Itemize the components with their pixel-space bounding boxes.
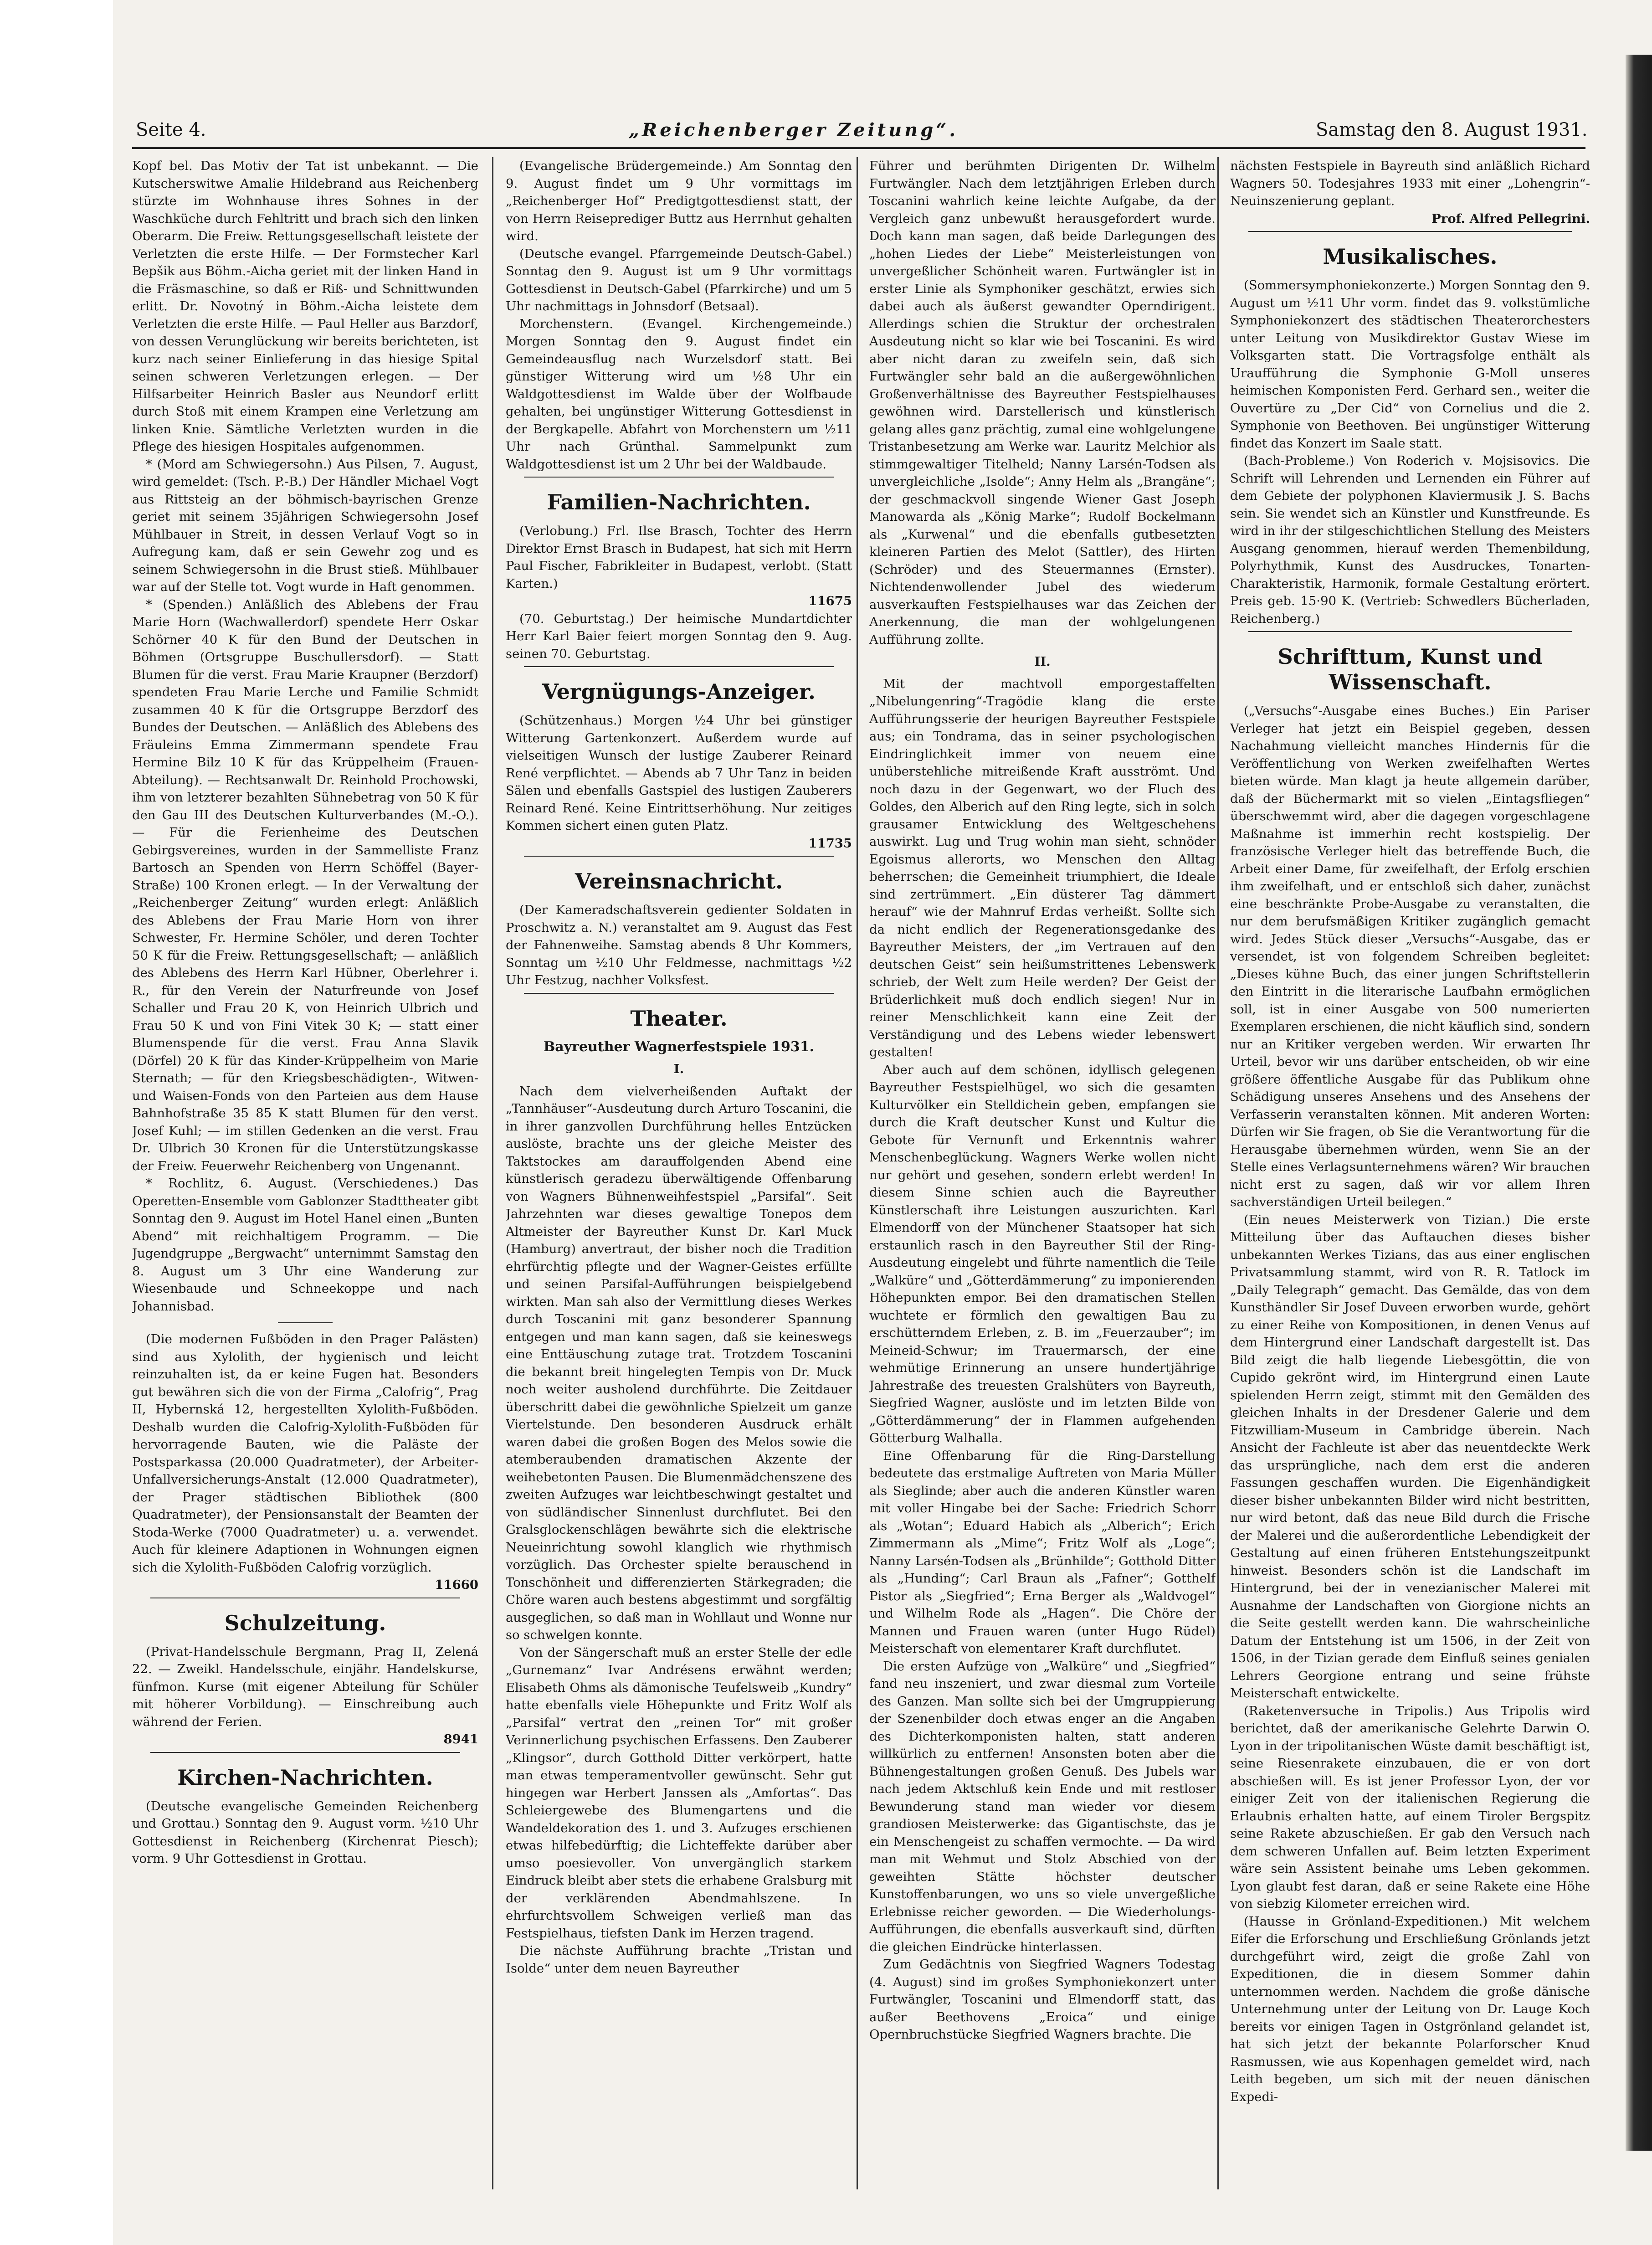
page-margin-left [0,0,113,2245]
article-text: * (Mord am Schwiegersohn.) Aus Pilsen, 7. August, wird gemeldet: (Tsch. P.-B.) Der Händler Michael Vogt aus Rittsteig an der böhmisch-bayrischen Grenze geriet mit seinem 35jährigen Schwiegersohn Josef Mühlbauer in Streit, in dessen Verlauf Vogt so in Aufregung kam, daß er sein Gewehr zog und es seinem Schwiegersohn in die Brust stieß. Mühlbauer war auf der Stelle tot. Vogt wurde in Haft genommen. [132,457,478,594]
article-text: Die nächste Aufführung brachte „Tristan und Isolde“ unter dem neuen Bayreuther [506,1943,852,1976]
section-heading-church: Kirchen-Nachrichten. [177,1765,433,1790]
column-3 [869,157,1216,2194]
article-text: (70. Geburtstag.) Der heimische Mundartdichter Herr Karl Baier feiert morgen Sonntag den 9. Aug. seinen 70. Geburtstag. [506,611,852,661]
page-number: Seite 4. [136,119,206,140]
column-divider [492,157,493,2189]
newspaper-title: „Reichenberger Zeitung“. [629,119,959,141]
section-heading-school: Schulzeitung. [224,1610,386,1635]
article-text: (Bach-Probleme.) Von Roderich v. Mojsisovics. Die Schrift will Lehrenden und Lernenden ein Führer auf dem Gebiete der polyphonen Klaviermusik J. S. Bachs sein. Sie wendet sich an Künstler und Kunstfreunde. Es wird in ihr der stilgeschichtlichen Stellung des Meisters Ausgang genommen, hierauf werden Themenbildung, Polyrhythmik, Kunst des Ausdruckes, Tonarten-Charakteristik, Harmonik, formale Gestaltung erörtert. Preis geb. 15·90 K. (Vertrieb: Schwedlers Bücherladen, Reichenberg.) [1230,453,1590,626]
ad-number: 11675 [808,594,852,608]
article-title: Bayreuther Wagnerfestspiele 1931. [543,1038,815,1055]
ad-number: 8941 [443,1732,478,1747]
divider [1248,231,1572,232]
article-text: (Sommersymphoniekonzerte.) Morgen Sonntag den 9. August um ½11 Uhr vorm. findet das 9. volkstümliche Symphoniekonzert des städtischen Theaterorchesters unter Leitung von Musikdirektor Gustav Wiese im Volksgarten statt. Die Vortragsfolge enthält als Uraufführung die Symphonie G-Moll unseres heimischen Komponisten Ferd. Gerhard sen., weiter die Ouvertüre zu „Der Cid“ von Cornelius und die 2. Symphonie von Beethoven. Bei ungünstiger Witterung findet das Konzert im Saale statt. [1230,278,1590,451]
article-part-number: II. [1034,654,1051,669]
header-rule [132,147,1585,149]
divider [1248,631,1572,632]
section-heading-music: Musikalisches. [1323,244,1498,269]
article-text: Morchenstern. (Evangel. Kirchengemeinde.) Morgen Sonntag den 9. August findet ein Gemeindeausflug nach Wurzelsdorf statt. Bei günstiger Witterung wird um ½8 Uhr ein Waldgottesdienst im Walde über der Wolfbaude gehalten, bei ungünstiger Witterung Gottesdienst in der Bergkapelle. Abfahrt von Morchenstern um ½11 Uhr nach Grünthal. Sammelpunkt zum Waldgottesdienst ist um 2 Uhr bei der Waldbaude. [506,316,852,472]
divider [524,477,834,478]
article-text: (Deutsche evangel. Pfarrgemeinde Deutsch-Gabel.) Sonntag den 9. August ist um 9 Uhr vormittags Gottesdienst in Deutsch-Gabel (Pfarrkirche) und um 5 Uhr nachmittags in Johnsdorf (Betsaal). [506,246,852,313]
article-text: (Evangelische Brüdergemeinde.) Am Sonntag den 9. August findet um 9 Uhr vormittags im „Reichenberger Hof“ Predigtgottesdienst statt, der von Herrn Reiseprediger Buttz aus Herrnhut gehalten wird. [506,159,852,243]
divider [278,1322,333,1323]
article-text: Nach dem vielverheißenden Auftakt der „Tannhäuser“-Ausdeutung durch Arturo Toscanini, die in ihrer ganzvollen Durchführung helles Entzücken auslöste, brachte uns der gleiche Meister des Taktstockes am darauffolgenden Abend eine künstlerisch geradezu überwältigende Offenbarung von Wagners Bühnenweihfestspiel „Parsifal“. Seit Jahrzehnten war dieses gewaltige Tonepos dem Altmeister der Bayreuther Kunst Dr. Karl Muck (Hamburg) anvertraut, der bisher noch die Tradition ehrfürchtig pflegte und der Wagner-Geistes erfüllte und seinen Parsifal-Aufführungen beispielgebend wirkten. Man sah also der Vermittlung dieses Werkes durch Toscanini mit ganz besonderer Spannung entgegen und man kann sagen, daß sie keineswegs eine Enttäuschung zutage trat. Trotzdem Toscanini die bekannt breit hingelegten Tempis von Dr. Muck noch weiter ausholend durchführte. Die Zeitdauer überschritt dabei die gewöhnliche Spielzeit um ganze Viertelstunde. Den besonderen Ausdruck erhält waren dabei die großen Bogen des Melos sowie die atemberaubenden dramatischen Akzente der weihebetonten Pausen. Die Blumenmädchenszene des zweiten Aufzuges war leichtbeschwingt gestaltet und von südländischer Sinnenlust durchflutet. Bei den Gralsglockenschlägen bewährte sich die elektrische Neueinrichtung sowohl klanglich wie rhythmisch vorzüglich. Das Orchester spielte berauschend in Tonschönheit und differenzierten Stärkegraden; die Chöre waren auch bestens abgestimmt und sorgfältig ausgeglichen, so daß man in Wohllaut und Wonne nur so schwelgen konnte. [506,1084,852,1642]
divider [150,1752,460,1753]
article-text: Mit der machtvoll emporgestaffelten „Nibelungenring“-Tragödie klang die erste Aufführungsserie der heurigen Bayreuther Festspiele aus; ein Tondrama, das in seiner psychologischen Eindringlichkeit immer von neuem eine unüberstehliche mitreißende Kraft ausströmt. Und noch dazu in der Gegenwart, wo der Fluch des Goldes, den Alberich auf den Ring legte, sich in solch grausamer Entwicklung des Weltgeschehens auswirkt. Lug und Trug wohin man sieht, schnöder Egoismus allerorts, wo Menschen den Alltag beherrschen; die Gemeinheit triumphiert, die Ideale sind zertrümmert. „Ein düsterer Tag dämmert herauf“ wie der Mahnruf Erdas verheißt. Sollte sich da nicht endlich der Regenerationsgedanke des Bayreuther Meisters, der „im Vertrauen auf den deutschen Geist“ sein heißumstrittenes Lebenswerk schrieb, der Welt zum Heile werden? Der Geist der Brüderlichkeit muß doch endlich siegen! Nur in reiner Menschlichkeit kann eine Zeit der Verständigung und des Lebens wieder lebenswert gestalten! [869,676,1216,1059]
article-text: (Privat-Handelsschule Bergmann, Prag II, Zelená 22. — Zweikl. Handelsschule, einjähr. Handelskurse, fünfmon. Kurse (mit eigener Abteilung für Schüler mit höherer Vorbildung). — Einschreibung auch während der Ferien. [132,1644,478,1729]
article-text: * (Spenden.) Anläßlich des Ablebens der Frau Marie Horn (Wachwallerdorf) spendete Herr Oskar Schörner 40 K für den Bund der Deutschen in Böhmen (Ortsgruppe Buschullersdorf). — Statt Blumen für die verst. Frau Marie Kraupner (Berzdorf) spendeten Frau Marie Lerche und Familie Schmidt zusammen 40 K für die Ortsgruppe Berzdorf des Bundes der Deutschen. — Anläßlich des Ablebens des Fräuleins Emma Zimmermann spendete Frau Hermine Bilz 10 K für das Krüppelheim (Frauen-Abteilung). — Rechtsanwalt Dr. Reinhold Prochowski, ihm von letzterer bezahlten Sühnebetrag von 50 K für den Gau III des Deutschen Kulturverbandes (M.-O.). — Für die Ferienheime des Deutschen Gebirgsvereines, wurden in der Sammelliste Franz Bartosch an Spenden von Herrn Schöffel (Bayer-Straße) 100 Kronen erlegt. — In der Verwaltung der „Reichenberger Zeitung“ wurden erlegt: Anläßlich des Ablebens der Frau Marie Horn von ihrer Schwester, Fr. Hermine Schöler, und deren Tochter 50 K für die Freiw. Rettungsgesellschaft; — anläßlich des Ablebens des Herrn Karl Hübner, Oberlehrer i. R., für den Verein der Naturfreunde von Josef Schaller und Frau 20 K, von Heinrich Ulbrich und Frau 50 K und von Fini Vitek 30 K; — statt einer Blumenspende für die verst. Frau Anna Slavik (Dörfel) 20 K für das Kinder-Krüppelheim von Marie Sternath; — für den Kriegsbeschädigten-, Witwen- und Waisen-Fonds von den Parteien aus dem Hause Bahnhofstraße 35 85 K statt Blumen für den verst. Josef Kuhl; — im stillen Gedenken an die verst. Frau Dr. Ulbrich 30 Kronen für die Unterstützungskasse der Freiw. Feuerwehr Reichenberg von Ungenannt. [132,597,478,1173]
author-signature: Prof. Alfred Pellegrini. [1431,211,1590,226]
section-heading-theater: Theater. [630,1006,728,1031]
article-text: („Versuchs“-Ausgabe eines Buches.) Ein Pariser Verleger hat jetzt ein Beispiel gegeben, dessen Nachahmung vielleicht manches Hindernis für die Veröffentlichung von Werken zweifelhaften Wertes bieten würde. Man klagt ja heute allgemein darüber, daß der Büchermarkt mit so vielen „Eintagsfliegen“ überschwemmt wird, aber die dagegen vorgeschlagene Maßnahme ist immerhin recht kostspielig. Der französische Verleger hielt das betreffende Buch, die Arbeit einer Dame, für zweifelhaft, der Erfolg erschien ihm zweifelhaft, und er entschloß sich daher, zunächst eine beschränkte Probe-Ausgabe zu veranstalten, die nur dem berufsmäßigen Kritiker zugänglich gemacht wird. Jedes Stück dieser „Versuchs“-Ausgabe, das er versendet, ist von folgendem Schreiben begleitet: „Dieses kühne Buch, das einer jungen Schriftstellerin den Eintritt in die literarische Laufbahn ermöglichen soll, ist in einer Ausgabe von 500 numerierten Exemplaren erschienen, die nicht käuflich sind, sondern nur an Kritiker vergeben werden. Wir erwarten Ihr Urteil, bevor wir uns darüber entscheiden, ob wir eine größere öffentliche Ausgabe für das Publikum ohne Schädigung unseres Ansehens und des Ansehens der Verfasserin veranstalten können. Mit anderen Worten: Dürfen wir Sie fragen, ob Sie die Verantwortung für die Herausgabe übernehmen würden, wenn Sie an der Stelle eines Verlagsunternehmens wären? Wir brauchen nicht erst zu sagen, daß wir vor allem Ihren sachverständigen Urteil beilegen.“ [1230,704,1590,1209]
section-heading-literature: Schrifttum, Kunst und Wissenschaft. [1277,644,1543,694]
article-text: (Der Kameradschaftsverein gedienter Soldaten in Proschwitz a. N.) veranstaltet am 9. August das Fest der Fahnenweihe. Samstag abends 8 Uhr Kommers, Sonntag um ½10 Uhr Feldmesse, nachmittags ½2 Uhr Festzug, nachher Volksfest. [506,903,852,987]
article-text: Zum Gedächtnis von Siegfried Wagners Todestag (4. August) sind im großes Symphoniekonzert unter Furtwängler, Toscanini und Elmendorff statt, das außer Beethovens „Eroica“ und einige Opernbruchstücke Siegfried Wagners brachte. Die [869,1957,1216,2042]
section-heading-family: Familien-Nachrichten. [547,490,811,514]
divider [524,666,834,667]
article-text: (Raketenversuche in Tripolis.) Aus Tripolis wird berichtet, daß der amerikanische Gelehrte Darwin O. Lyon in der tripolitanischen Wüste damit beschäftigt ist, seine Riesenrakete einzubauen, die er von dort abschießen will. Es ist jener Professor Lyon, der vor einiger Zeit von der italienischen Regierung die Erlaubnis erhalten hatte, auf einem Tiroler Bergspitz seine Rakete abzuschießen. Er gab den Versuch nach dem schweren Unfallen auf. Beim letzten Experiment wäre sein Assistent beinahe ums Leben gekommen. Lyon glaubt fest daran, daß er seine Rakete eine Höhe von siebzig Kilometer erreichen wird. [1230,1703,1590,1911]
article-text: Eine Offenbarung für die Ring-Darstellung bedeutete das erstmalige Auftreten von Maria Müller als Sieglinde; aber auch die anderen Künstler waren mit voller Hingabe bei der Sache: Friedrich Schorr als „Wotan“; Eduard Habich als „Alberich“; Erich Zimmermann als „Mime“; Fritz Wolf als „Loge“; Nanny Larsén-Todsen als „Brünhilde“; Gotthold Ditter als „Hunding“; Carl Braun als „Fafner“; Gotthelf Pistor als „Siegfried“; Erna Berger als „Waldvogel“ und Wilhelm Rode als „Hagen“. Die Chöre der Mannen und Frauen waren (unter Hugo Rüdel) Meisterschaft von elementarer Kraft durchflutet. [869,1448,1216,1656]
divider [524,993,834,994]
ad-number: 11735 [808,836,852,851]
page-edge-shadow [1626,55,1652,2151]
section-heading-club: Vereinsnachricht. [575,869,783,894]
advertisement-text: (Die modernen Fußböden in den Prager Palästen) sind aus Xylolith, der hygienisch und leicht reinzuhalten ist, da er keine Fugen hat. Besonders gut bewähren sich die von der Firma „Calofrig“, Prag II, Hybernská 12, hergestellten Xylolith-Fußböden. Deshalb wurden die Calofrig-Xylolith-Fußböden für hervorragende Bauten, wie die Paläste der Postsparkassa (20.000 Quadratmeter), der Arbeiter-Unfallversicherungs-Anstalt (12.000 Quadratmeter), der Prager städtischen Bibliothek (800 Quadratmeter), der Pensionsanstalt der Beamten der Stoda-Werke (7000 Quadratmeter) u. a. verwendet. Auch für kleinere Adaptionen in Wohnungen eignen sich die Xylolith-Fußböden Calofrig vorzüglich. [132,1332,478,1575]
column-1 [132,157,478,2194]
article-text: Führer und berühmten Dirigenten Dr. Wilhelm Furtwängler. Nach dem letztjährigen Erleben durch Toscanini wahrlich keine leichte Aufgabe, da der Vergleich ganz unbewußt herausgefordert wurde. Doch kann man sagen, daß beide Darlegungen des „hohen Liedes der Liebe“ Meisterleistungen von unvergeßlicher Schönheit waren. Furtwängler ist in erster Linie als Symphoniker geschätzt, erwies sich dabei auch als äußerst gewandter Operndirigent. Allerdings schien die Struktur der orchestralen Ausdeutung nicht so klar wie bei Toscanini. Es wird aber nicht daran zu zweifeln sein, daß sich Furtwängler sehr bald an die außergewöhnlichen Großenverhältnisse des Bayreuther Festspielhauses gewöhnen wird. Darstellerisch und künstlerisch gelang alles ganz prächtig, zumal eine wohlgelungene Tristanbesetzung am Werke war. Lauritz Melchior als stimmgewaltiger Titelheld; Nanny Larsén-Todsen als unvergleichliche „Isolde“; Anny Helm als „Brangäne“; der geschmackvoll singende Wiener Gast Joseph Manowarda als „König Marke“; Rudolf Bockelmann als „Kurwenal“ und die ebenfalls gutbesetzten kleineren Partien des Melot (Sattler), des Hirten (Schröder) und des Steuermannes (Ernster). Nichtendenwollender Jubel des wiederum ausverkauften Festspielhauses war das Zeichen der Anerkennung, die man der wohlgelungenen Aufführung zollte. [869,159,1216,647]
article-text: Von der Sängerschaft muß an erster Stelle der edle „Gurnemanz“ Ivar Andrésens erwähnt werden; Elisabeth Ohms als dämonische Teufelsweib „Kundry“ hatte ebenfalls viele Höhepunkte und Fritz Wolf als „Parsifal“ vertrat den „reinen Tor“ mit großer Verinnerlichung psychischen Erfassens. Den Zauberer „Klingsor“, durch Gotthold Ditter verkörpert, hatte man etwas temperamentvoller gewünscht. Sehr gut hingegen war Herbert Janssen als „Amfortas“. Das Schleiergewebe des Blumengartens und die Wandeldekoration des 1. und 3. Aufzuges erschienen etwas hilfebedürftig; die Lichteffekte darüber aber umso poesievoller. Von unvergänglich starkem Eindruck bleibt aber stets die erhabene Gralsburg mit der verklärenden Abendmahlszene. In ehrfurchtsvollem Schweigen verließ man das Festspielhaus, tiefsten Dank im Herzen tragend. [506,1645,852,1941]
section-heading-entertainment: Vergnügungs-Anzeiger. [542,679,816,704]
article-text: (Deutsche evangelische Gemeinden Reichenberg und Grottau.) Sonntag den 9. August vorm. ½10 Uhr Gottesdienst in Reichenberg (Kirchenrat Piesch); vorm. 9 Uhr Gottesdienst in Grottau. [132,1798,478,1866]
issue-date: Samstag den 8. August 1931. [1316,119,1588,140]
article-text: (Schützenhaus.) Morgen ½4 Uhr bei günstiger Witterung Gartenkonzert. Außerdem wurde auf vielseitigen Wunsch der lustige Zauberer Reinard René verpflichtet. — Abends ab 7 Uhr Tanz in beiden Sälen und ebenfalls Gastspiel des lustigen Zauberers Reinard René. Keine Eintrittserhöhung. Nur zeitiges Kommen sichert einen guten Platz. [506,713,852,833]
column-divider [857,157,858,2189]
article-text: Aber auch auf dem schönen, idyllisch gelegenen Bayreuther Festspielhügel, wo sich die gesamten Kulturvölker ein Stelldichein geben, empfangen sie durch die Kraft deutscher Kunst und Kultur die Gebote für Vernunft und Erkenntnis wahrer Menschenbeglückung. Wagners Werke wollen nicht nur gehört und gesehen, sondern erlebt werden! In diesem Sinne schien auch die Bayreuther Künstlerschaft ihre Leistungen auszurichten. Karl Elmendorff von der Münchener Staatsoper hat sich erstaunlich rasch in den Bayreuther Stil der Ring-Ausdeutung eingelebt und führte namentlich die Teile „Walküre“ und „Götterdämmerung“ zu imponierenden Höhepunkten empor. Bei den dramatischen Stellen wuchtete er förmlich den gewaltigen Bau zu erschütterndem Erleben, z. B. im „Feuerzauber“; im Meineid-Schwur; im Trauermarsch, der eine wehmütige Erinnerung an unsere hundertjährige Jahrestraße des treuesten Gralshüters von Bayreuth, Siegfried Wagner, auslöste und im letzten Bilde von „Götterdämmerung“ der in Flammen aufgehenden Götterburg Walhalla. [869,1062,1216,1445]
article-part-number: I. [673,1062,684,1076]
article-text: (Verlobung.) Frl. Ilse Brasch, Tochter des Herrn Direktor Ernst Brasch in Budapest, hat sich mit Herrn Paul Fischer, Fabrikleiter in Budapest, verlobt. (Statt Karten.) [506,524,852,591]
column-2 [506,157,852,2194]
column-divider [1217,157,1219,2189]
article-text: (Hausse in Grönland-Expeditionen.) Mit welchem Eifer die Erforschung und Erschließung Grönlands jetzt durchgeführt wird, zeigt die große Zahl von Expeditionen, die in diesem Sommer dahin unternommen werden. Nachdem die große dänische Unternehmung unter der Leitung von Dr. Lauge Koch bereits vor einigen Tagen in Ostgrönland gelandet ist, hat sich jetzt der bekannte Polarforscher Knud Rasmussen, wie aus Kopenhagen gemeldet wird, nach Leith begeben, um sich mit der neuen dänischen Expedi- [1230,1914,1590,2104]
article-text: nächsten Festspiele in Bayreuth sind anläßlich Richard Wagners 50. Todesjahres 1933 mit einer „Lohengrin“-Neuinszenierung geplant. [1230,159,1590,208]
article-text: * Rochlitz, 6. August. (Verschiedenes.) Das Operetten-Ensemble vom Gablonzer Stadttheater gibt Sonntag den 9. August im Hotel Hanel einen „Bunten Abend“ mit reichhaltigem Programm. — Die Jugendgruppe „Bergwacht“ unternimmt Samstag den 8. August um 3 Uhr eine Wanderung zur Wiesenbaude und Schneekoppe und nach Johannisbad. [132,1176,478,1314]
column-4 [1230,157,1590,2194]
ad-number: 11660 [435,1577,478,1592]
article-text: Die ersten Aufzüge von „Walküre“ und „Siegfried“ fand neu inszeniert, und zwar diesmal zum Vorteile des Ganzen. Man sollte sich bei der Umgruppierung der Szenenbilder doch etwas enger an die Angaben des Dichterkomponisten halten, statt anderen willkürlich zu entfernen! Ansonsten boten aber die Bühnengestaltungen großen Genuß. Des Jubels war nach jedem Aktschluß kein Ende und mit restloser Bewunderung stand man wieder vor diesem grandiosen Meisterwerke: das Gigantischste, das je ein Menschengeist zu schaffen vermochte. — Da wird man mit Wehmut und Stolz Abschied von der geweihten Stätte höchster deutscher Kunstoffenbarungen, wo uns so viele unvergeßliche Erlebnisse reicher geworden. — Die Wiederholungs-Aufführungen, die ebenfalls ausverkauft sind, dürften die gleichen Eindrücke hinterlassen. [869,1659,1216,1954]
article-text: Kopf bel. Das Motiv der Tat ist unbekannt. — Die Kutscherswitwe Amalie Hildebrand aus Reichenberg stürzte im Wohnhause ihres Sohnes in der Waschküche durch Fehltritt und brach sich den linken Oberarm. Die Freiw. Rettungsgesellschaft leistete der Verletzten die erste Hilfe. — Der Formstecher Karl Bepšik aus Böhm.-Aicha geriet mit der linken Hand in die Fräsmaschine, so daß er Riß- und Schnittwunden erlitt. Dr. Novotný in Böhm.-Aicha leistete dem Verletzten die erste Hilfe. — Paul Heller aus Barzdorf, von dessen Verunglückung wir bereits berichteten, ist kurz nach seiner Einlieferung in das hiesige Spital seinen schweren Verletzungen erlegen. — Der Hilfsarbeiter Heinrich Basler aus Neundorf erlitt durch Stoß mit einem Krampen eine Verletzung am linken Knie. Sämtliche Verletzten wurden in die Pflege des hiesigen Hospitales aufgenommen. [132,159,478,454]
divider [524,856,834,857]
article-text: (Ein neues Meisterwerk von Tizian.) Die erste Mitteilung über das Auftauchen dieses bisher unbekannten Werkes Tizians, das aus einer englischen Privatsammlung stammt, wird von R. R. Tatlock im „Daily Telegraph“ gemacht. Das Gemälde, das von dem Kunsthändler Sir Josef Duveen erworben wurde, gehört zu einer Reihe von Kompositionen, in denen Venus auf dem Hintergrund einer Landschaft dargestellt ist. Das Bild zeigt die halb liegende Liebesgöttin, die von Cupido gekrönt wird, im Hintergrund einen Laute spielenden Herrn zeigt, stimmt mit den Gemälden des gleichen Inhalts in der Dresdener Galerie und dem Fitzwilliam-Museum in Cambridge überein. Nach Ansicht der Fachleute ist aber das neuentdeckte Werk das ursprüngliche, nach dem erst die anderen Fassungen geschaffen wurden. Die Eigenhändigkeit dieser bisher unbekannten Bilder wird nicht bestritten, nur wird betont, daß das neue Bild durch die Frische der Malerei und die außerordentliche Lebendigkeit der Gestaltung auf einen früheren Entstehungszeitpunkt hinweist. Besonders schön ist die Landschaft im Hintergrund, bei der in venezianischer Malerei mit Ausnahme der Landschaften von Giorgione nichts an die Seite gestellt werden kann. Die wahrscheinliche Datum der Entstehung ist um 1506, in der Zeit von 1506, in der Tizian gerade dem Einfluß seines genialen Lehrers Georgione entrang und seine frühste Meisterschaft entwickelte. [1230,1212,1590,1700]
